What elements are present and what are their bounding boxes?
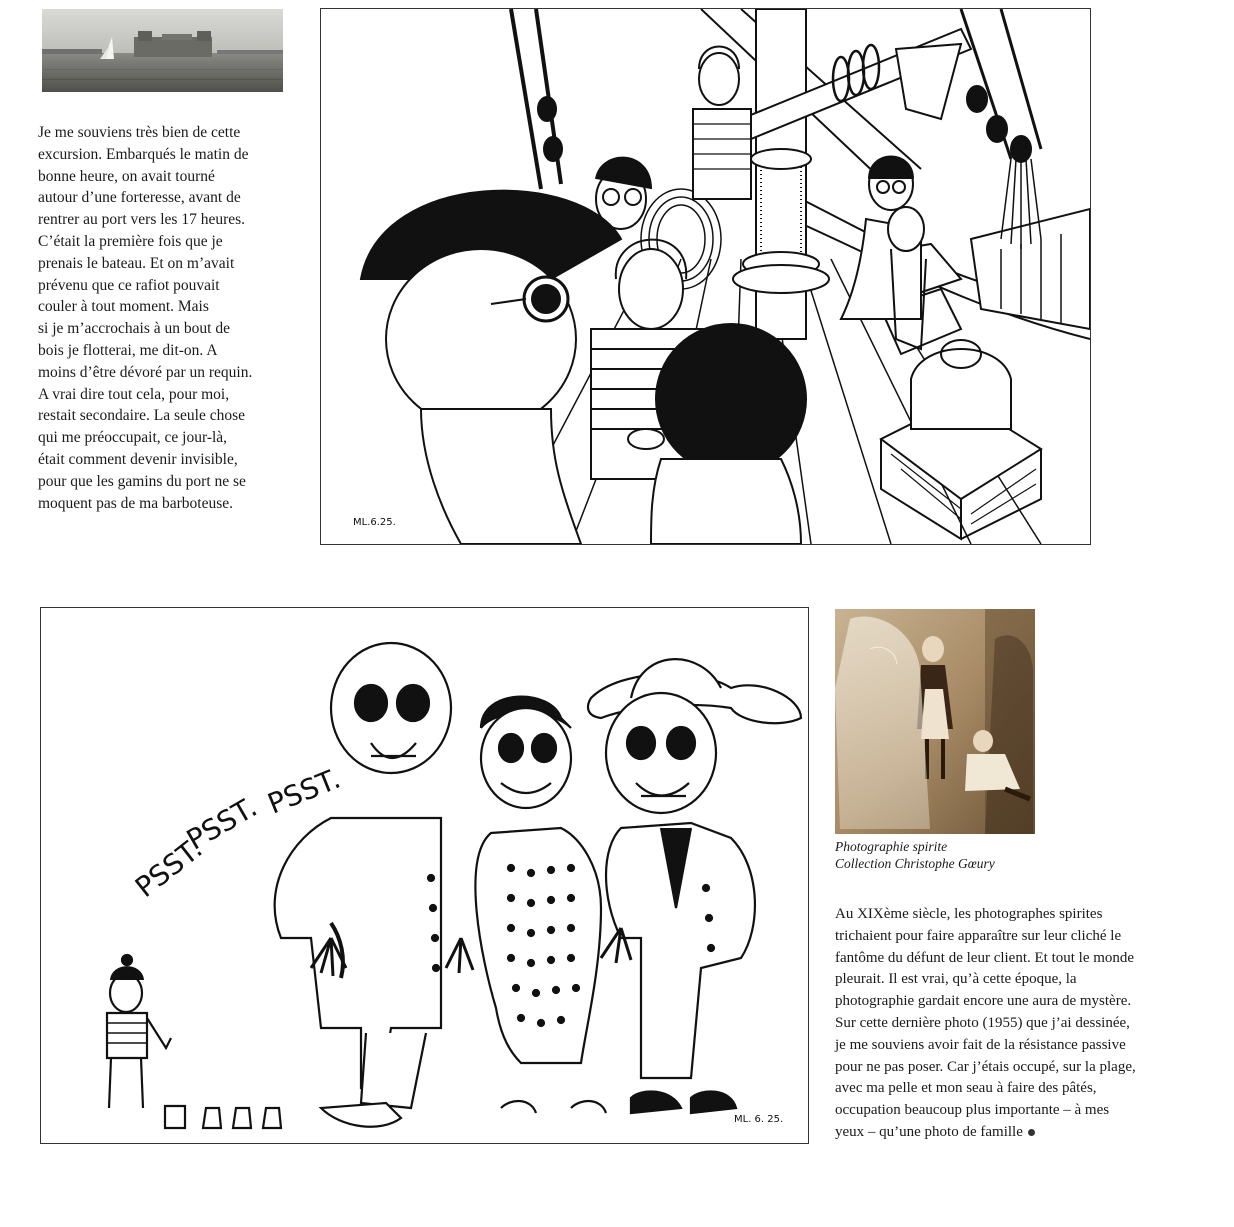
psst-3: PSST.: [263, 761, 346, 821]
boat-drawing: [320, 8, 1091, 545]
skeleton-drawing: [40, 607, 809, 1144]
text-line: bois je flotterai, me dit-on. A: [38, 341, 218, 359]
text-line: bonne heure, on avait tourné: [38, 167, 215, 185]
spirit-text: [835, 904, 1215, 1144]
text-line: occupation beaucoup plus importante – à mes: [835, 1102, 1110, 1119]
text-line: yeux – qu’une photo de famille: [835, 1123, 1023, 1140]
text-line: Au XIXème siècle, les photographes spirites: [835, 906, 1103, 922]
spirit-photograph: [835, 609, 1035, 834]
text-line: photographie gardait encore une aura de mystère.: [835, 993, 1132, 1010]
end-bullet-icon: [1028, 1129, 1035, 1136]
text-line: était comment devenir invisible,: [38, 450, 238, 468]
text-line: C’était la première fois que je: [38, 232, 223, 250]
psst-2: PSST.: [181, 790, 263, 857]
text-line: je me souviens avoir fait de la résistance passive: [835, 1036, 1126, 1053]
text-line: A vrai dire tout cela, pour moi,: [38, 385, 230, 403]
text-line-last: [835, 1122, 1215, 1144]
text-line: pleurait. Il est vrai, qu’à cette époque, la: [835, 971, 1077, 988]
text-line: rentrer au port vers les 17 heures.: [38, 211, 246, 229]
boat-signature: ML.6.25.: [353, 517, 396, 528]
text-line: excursion. Embarqués le matin de: [38, 145, 249, 163]
text-line: restait secondaire. La seule chose: [38, 407, 246, 425]
text-line: moquent pas de ma barboteuse.: [38, 494, 233, 512]
skeleton-signature: ML. 6. 25.: [734, 1114, 784, 1125]
excursion-text: [38, 122, 313, 514]
text-line: prévenu que ce rafiot pouvait: [38, 276, 220, 294]
text-line: prenais le bateau. Et on m’avait: [38, 254, 235, 272]
text-line: fantôme du défunt de leur client. Et tout le monde: [835, 949, 1135, 966]
text-line: pour que les gamins du port ne se: [38, 472, 246, 490]
text-line: couler à tout moment. Mais: [38, 298, 209, 316]
fortress-photo: [42, 9, 283, 92]
text-line: autour d’une forteresse, avant de: [38, 189, 241, 207]
text-line: trichaient pour faire apparaître sur leur cliché le: [835, 927, 1122, 944]
psst-1: PSST.: [129, 831, 209, 905]
photo-caption: [835, 838, 1095, 872]
caption-line-1: Photographie spirite: [835, 839, 948, 854]
text-line: si je m’accrochais à un bout de: [38, 320, 230, 338]
caption-line-2: Collection Christophe Gœury: [835, 856, 995, 871]
text-line: qui me préoccupait, ce jour-là,: [38, 429, 228, 447]
text-line: pour ne pas poser. Car j’étais occupé, sur la plage,: [835, 1058, 1136, 1075]
text-line: Je me souviens très bien de cette: [38, 124, 241, 141]
text-line: moins d’être dévoré par un requin.: [38, 363, 253, 381]
text-line: avec ma pelle et mon seau à faire des pâtés,: [835, 1080, 1097, 1097]
text-line: Sur cette dernière photo (1955) que j’ai dessinée,: [835, 1014, 1130, 1031]
